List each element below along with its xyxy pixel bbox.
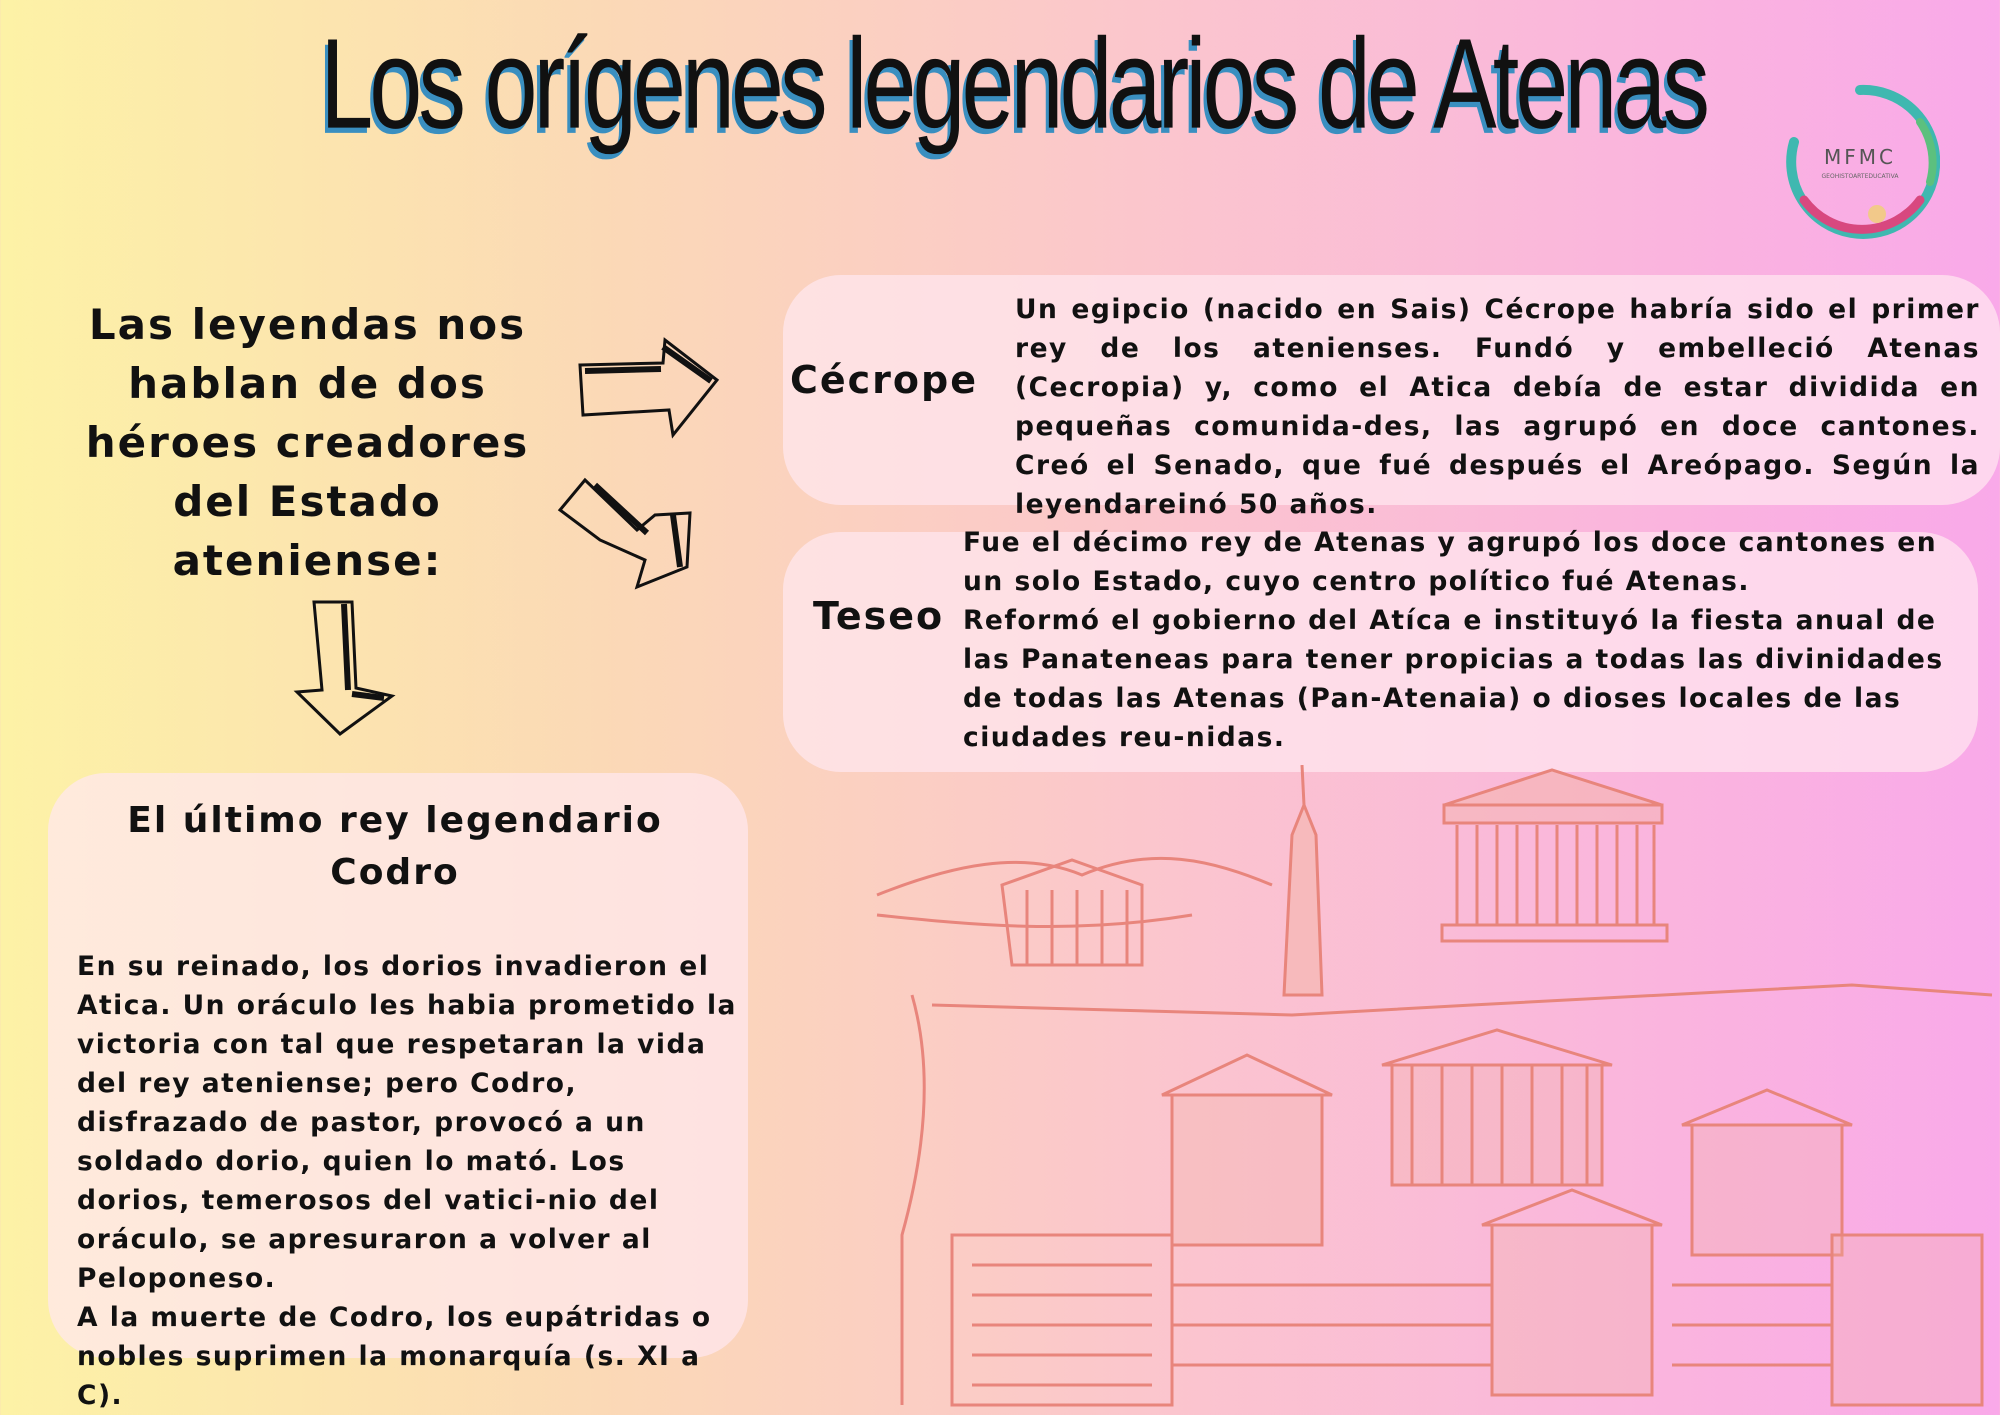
avatar-icon — [1868, 205, 1886, 223]
logo — [1780, 82, 1940, 242]
codro-heading: El último rey legendario Codro — [127, 800, 663, 893]
arrow-right-icon — [575, 335, 723, 440]
page-title: Los orígenes legendarios de Atenas — [320, 12, 1707, 155]
teseo-label: Teseo — [813, 594, 945, 638]
teseo-text: Fue el décimo rey de Atenas y agrupó los doce cantones en un solo Estado, cuyo centro político fué Atenas. Reformó el gobierno del Atíca e instituyó la fiesta anual de las Panateneas para tener propicias a todas las divinidades de todas las Atenas (Pan-Atenaia) o dioses locales de las ciudades reu-nidas. — [963, 527, 1944, 753]
intro-text: Las leyendas nos hablan de dos héroes creadores del Estado ateniense: — [85, 300, 530, 585]
cecrope-label: Cécrope — [790, 358, 979, 402]
codro-text: En su reinado, los dorios invadieron el Atica. Un oráculo les habia prometido la victoria con tal que respetaran la vida del rey ateniense; pero Codro, disfrazado de pastor, provocó a un soldado dorio, quien lo mató. Los dorios, temerosos del vatici-nio del oráculo, se apresuraron a volver al Peloponeso. A la muerte de Codro, los eupátridas o nobles suprimen la monarquía (s. XI a C). — [77, 951, 737, 1411]
arrow-down-right-icon — [555, 475, 695, 593]
arrow-down-icon — [292, 598, 397, 738]
logo-text: MFMC — [1824, 145, 1896, 169]
cecrope-text: Un egipcio (nacido en Sais) Cécrope habría sido el primer rey de los atenienses. Fundó y embelleció Atenas (Cecropia) y, como el Atica debía de estar dividida en pequeñas comunida-des, las agrupó en doce cantones. Creó el Senado, que fué después el Areópago. Según la leyendareinó 50 años. — [1015, 294, 1980, 520]
acropolis-illustration — [872, 765, 2000, 1414]
logo-subtext: GEOHISTOARTEDUCATIVA — [1821, 173, 1899, 180]
